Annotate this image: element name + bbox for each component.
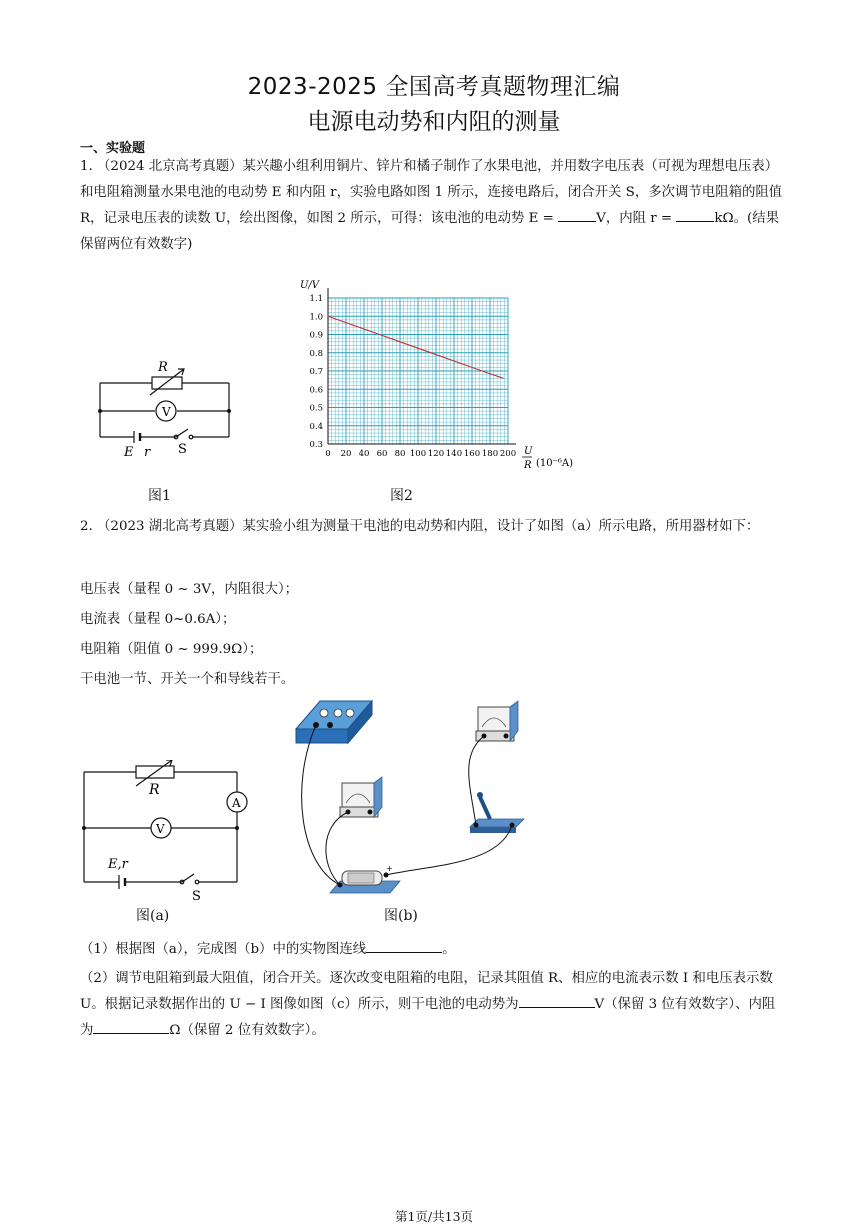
page-footer: 第1页/共13页 <box>394 1209 474 1224</box>
figb-apparatus <box>290 695 540 905</box>
chart-x-label-den: R <box>524 460 532 471</box>
fig1-circuit <box>92 355 242 465</box>
q2-sub1-text: （1）根据图（a），完成图（b）中的实物图连线 <box>80 942 367 957</box>
q1-blank-r[interactable] <box>676 209 714 222</box>
chart-series-line <box>328 316 504 378</box>
q2-item-resistor-box: 电阻箱（阻值 0 ~ 999.9Ω）； <box>80 642 263 657</box>
q2-item-ammeter: 电流表（量程 0~0.6A）； <box>80 612 236 627</box>
q1-blank-e[interactable] <box>558 209 596 222</box>
chart-x-tick-label: 20 <box>340 449 352 459</box>
fig1-label-s: S <box>178 442 187 457</box>
q2-sub2 <box>80 966 788 1044</box>
figa-label-s: S <box>192 889 201 904</box>
q1-text-b: V，内阻 r = <box>596 211 673 226</box>
q2-blank-emf[interactable] <box>519 995 595 1008</box>
fig2-caption: 图2 <box>390 488 413 504</box>
figa-label-r: R <box>149 782 160 798</box>
q2-intro: 2. （2023 湖北高考真题）某实验小组为测量干电池的电动势和内阻，设计了如图（a）所示电路，所用器材如下： <box>80 519 760 534</box>
q1-text-a: 1. （2024 北京高考真题）某兴趣小组利用铜片、锌片和橘子制作了水果电池，并用数字电压表（可视为理想电压表）和电阻箱测量水果电池的电动势 E 和内阻 r，实验电路如图 1 所示，连接电路后，闭合开关 S，多次调节电阻箱的阻值 R，记录电压表的读数 U，绘出图像，如图 2 所示，可得：该电池的电动势 E = <box>80 159 783 226</box>
chart-y-tick-label: 0.3 <box>309 440 323 450</box>
fig1-label-v: V <box>162 405 171 419</box>
chart-x-tick-label: 120 <box>427 449 445 459</box>
svg-text:+: + <box>386 864 393 873</box>
chart-x-tick-label: 100 <box>409 449 427 459</box>
fig2-chart <box>290 280 580 478</box>
q2-sub1 <box>80 938 456 957</box>
chart-x-tick-label: 60 <box>376 449 388 459</box>
battery-holder-icon <box>330 864 400 893</box>
figb-caption: 图(b) <box>384 908 418 924</box>
chart-y-tick-label: 0.7 <box>309 367 323 377</box>
chart-y-tick-label: 0.9 <box>309 330 323 341</box>
resistor-box-icon <box>296 701 372 743</box>
chart-y-tick-label: 1.1 <box>309 294 323 304</box>
chart-x-label-num: U <box>524 446 533 457</box>
chart-y-tick-label: 0.5 <box>309 403 323 414</box>
figa-label-v: V <box>156 822 165 836</box>
section-heading: 一、实验题 <box>80 141 146 156</box>
chart-x-tick-label: 200 <box>499 449 517 459</box>
fig1-caption: 图1 <box>148 488 171 504</box>
ammeter-icon <box>476 701 518 741</box>
q2-item-battery: 干电池一节、开关一个和导线若干。 <box>80 672 295 687</box>
doc-subtitle: 电源电动势和内阻的测量 <box>307 109 561 135</box>
figa-caption: 图(a) <box>136 908 170 924</box>
figa-circuit <box>74 760 254 905</box>
q1-paragraph <box>80 154 788 258</box>
chart-y-tick-label: 1.0 <box>309 312 323 323</box>
q1-text-c: kΩ。(结果保留两位有效数字) <box>80 211 780 252</box>
fig1-label-e: E <box>124 445 134 460</box>
chart-x-tick-label: 160 <box>463 449 481 459</box>
chart-y-tick-label: 0.4 <box>309 421 323 432</box>
doc-title: 2023-2025 全国高考真题物理汇编 <box>247 74 621 100</box>
q2-sub2-text-a: （2）调节电阻箱到最大阻值，闭合开关。逐次改变电阻箱的电阻，记录其阻值 R、相应的电流表示数 I 和电压表示数 U。根据记录数据作出的 U − I 图像如图（c）所示，则干电池的电动势为 <box>80 971 773 1012</box>
chart-x-tick-label: 180 <box>481 449 499 459</box>
chart-x-unit: (10⁻⁶A) <box>536 458 574 469</box>
chart-y-axis-label: U/V <box>300 280 320 291</box>
figa-label-a: A <box>232 796 241 810</box>
q2-sub1-end: 。 <box>442 942 456 957</box>
chart-x-tick-label: 40 <box>358 449 370 459</box>
voltmeter-icon <box>340 777 382 817</box>
chart-x-tick-label: 0 <box>325 449 331 459</box>
chart-y-tick-label: 0.6 <box>309 385 323 396</box>
q2-blank-resistance[interactable] <box>93 1021 169 1034</box>
q2-sub2-text-c: Ω（保留 2 位有效数字）。 <box>169 1023 325 1038</box>
fig1-label-r: R <box>158 360 168 375</box>
chart-x-tick-label: 140 <box>445 449 463 459</box>
q2-item-voltmeter: 电压表（量程 0 ~ 3V，内阻很大）； <box>80 582 299 597</box>
figa-label-er: E,r <box>108 857 128 872</box>
q2-blank-wiring[interactable] <box>366 940 442 953</box>
chart-y-tick-label: 0.8 <box>309 348 323 359</box>
q2-sub2-text-b: V（保留 3 位有效数字）、内阻为 <box>80 997 776 1038</box>
fig1-label-rint: r <box>144 445 151 460</box>
chart-x-tick-label: 80 <box>394 449 406 459</box>
switch-icon <box>470 792 524 833</box>
